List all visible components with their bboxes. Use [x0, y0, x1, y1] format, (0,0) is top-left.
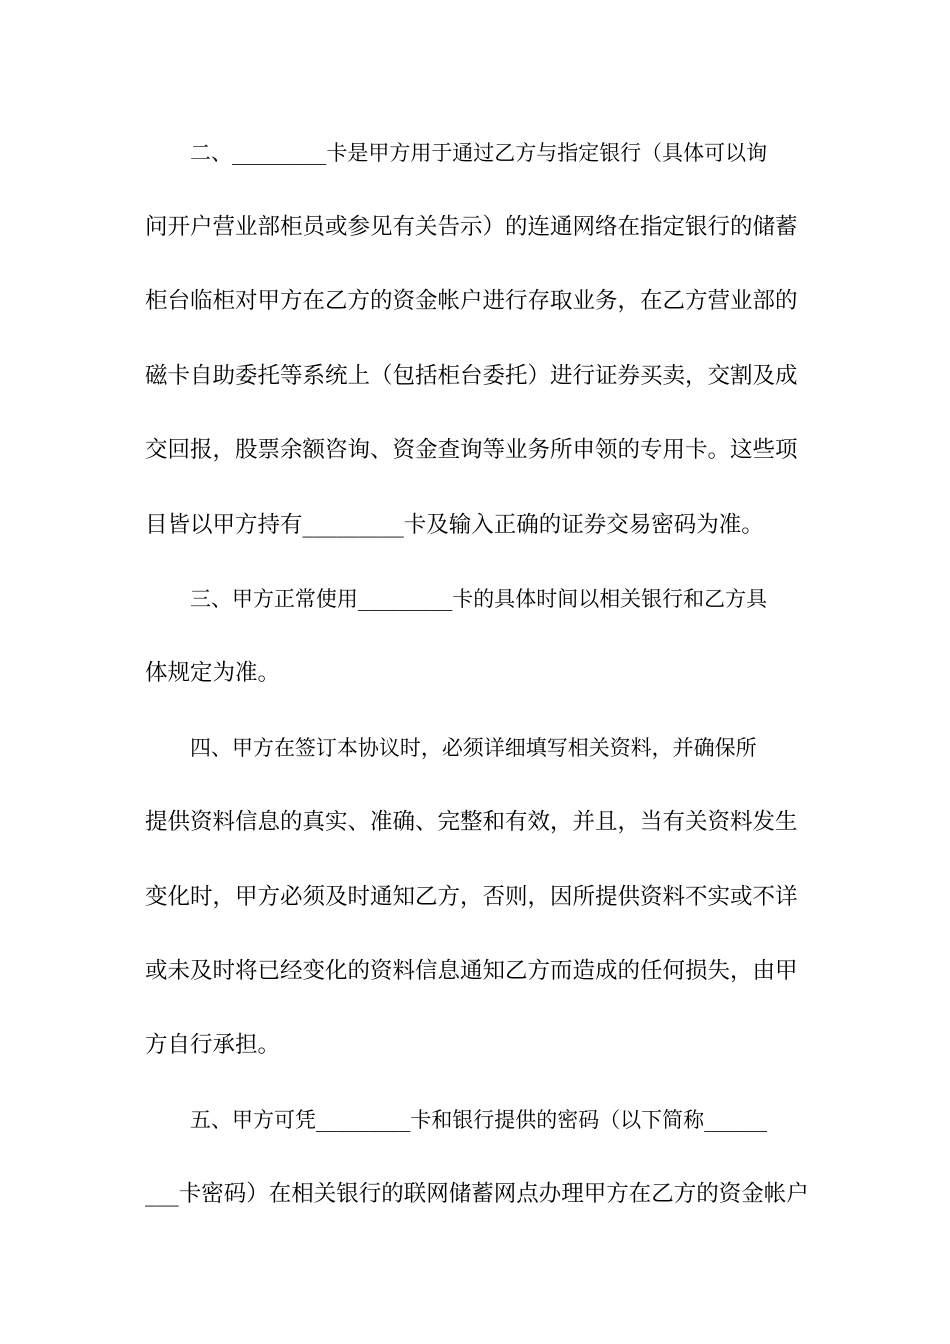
- para-3-line-1: 三、甲方正常使用_________卡的具体时间以相关银行和乙方具: [190, 587, 768, 611]
- para-5-line-2: ___卡密码）在相关银行的联网储蓄网点办理甲方在乙方的资金帐户: [145, 1181, 809, 1207]
- para-4-line-3: 变化时，甲方必须及时通知乙方，否则，因所提供资料不实或不详: [145, 884, 798, 910]
- para-2-line-6: 目皆以甲方持有_________卡及输入正确的证券交易密码为准。: [145, 512, 764, 538]
- para-2-line-1: 二、_________卡是甲方用于通过乙方与指定银行（具体可以询: [190, 141, 768, 165]
- para-4-line-5: 方自行承担。: [145, 1032, 281, 1058]
- para-4-line-1: 四、甲方在签订本协议时，必须详细填写相关资料，并确保所: [190, 736, 757, 760]
- para-2-line-4: 磁卡自助委托等系统上（包括柜台委托）进行证券买卖，交割及成: [145, 363, 798, 389]
- para-2-line-3: 柜台临柜对甲方在乙方的资金帐户进行存取业务，在乙方营业部的: [145, 288, 798, 314]
- para-3-line-2: 体规定为准。: [145, 660, 281, 686]
- para-2-line-5: 交回报，股票余额咨询、资金查询等业务所申领的专用卡。这些项: [145, 437, 798, 463]
- para-5-line-1: 五、甲方可凭_________卡和银行提供的密码（以下简称______: [190, 1108, 768, 1132]
- para-2-line-2: 问开户营业部柜员或参见有关告示）的连通网络在指定银行的储蓄: [145, 214, 798, 240]
- para-4-line-2: 提供资料信息的真实、准确、完整和有效，并且，当有关资料发生: [145, 809, 798, 835]
- para-4-line-4: 或未及时将已经变化的资料信息通知乙方而造成的任何损失，由甲: [145, 958, 798, 984]
